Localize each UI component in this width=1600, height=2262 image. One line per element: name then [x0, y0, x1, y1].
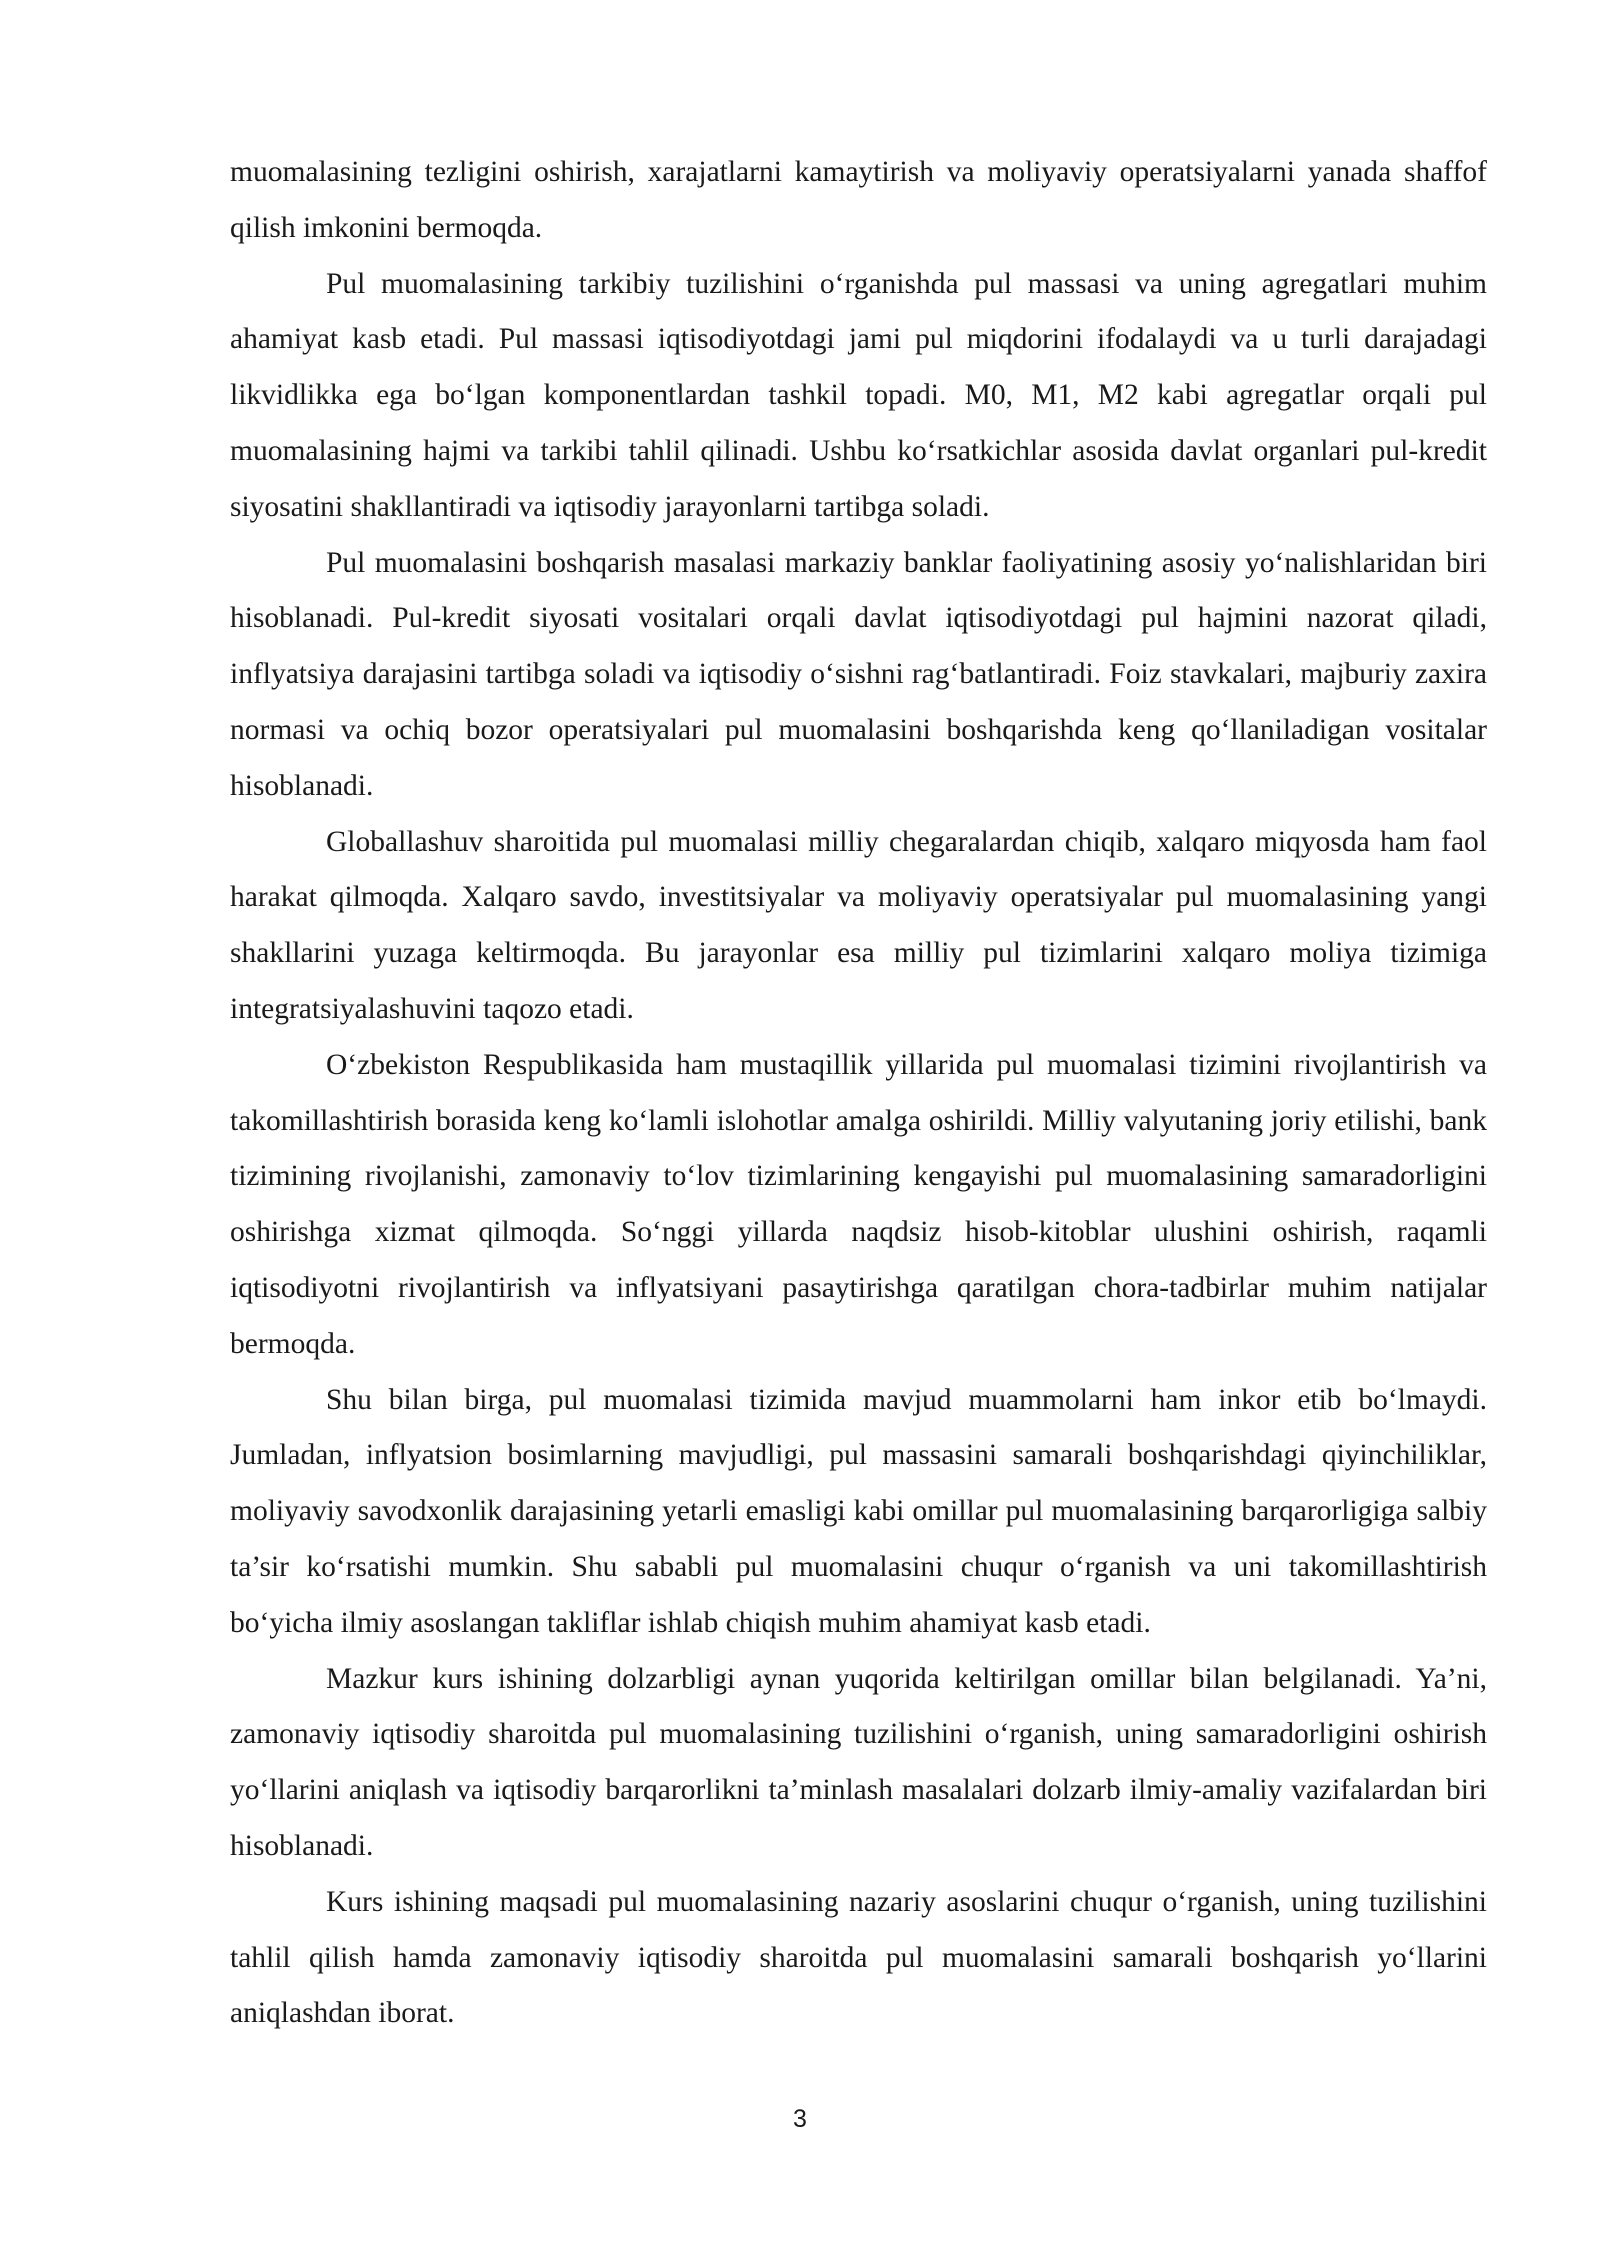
paragraph-money-mass: Pul muomalasining tarkibiy tuzilishini o‘rganishda pul massasi va uning agregatlari muhim ahamiyat kasb etadi. Pul massasi iqtisodiyotdagi jami pul miqdorini ifodalaydi va u turli darajadagi likvidlikka ega bo‘lgan komponentlardan tashkil topadi. M0, M1, M2 kabi agregatlar orqali pul muomalasining hajmi va tarkibi tahlil qilinadi. Ushbu ko‘rsatkichlar asosida davlat organlari pul-kredit siyosatini shakllantiradi va iqtisodiy jarayonlarni tartibga soladi. [230, 267, 1487, 523]
paragraph-globalization: Globallashuv sharoitida pul muomalasi milliy chegaralardan chiqib, xalqaro miqyosda ham faol harakat qilmoqda. Xalqaro savdo, investitsiyalar va moliyaviy operatsiyalar pul muomalasining yangi shakllarini yuzaga keltirmoqda. Bu jarayonlar esa milliy pul tizimlarini xalqaro moliya tizimiga integratsiyalashuvini taqozo etadi. [230, 825, 1487, 1025]
paragraph-relevance: Mazkur kurs ishining dolzarbligi aynan yuqorida keltirilgan omillar bilan belgilanadi. Ya’ni, zamonaviy iqtisodiy sharoitda pul muomalasining tuzilishini o‘rganish, uning samaradorligini oshirish yo‘llarini aniqlash va iqtisodiy barqarorlikni ta’minlash masalalari dolzarb ilmiy-amaliy vazifalardan biri hisoblanadi. [230, 1662, 1487, 1862]
page-number: 3 [793, 2105, 807, 2133]
paragraph-problems: Shu bilan birga, pul muomalasi tizimida mavjud muammolarni ham inkor etib bo‘lmaydi. Jumladan, inflyatsion bosimlarning mavjudligi, pul massasini samarali boshqarishdagi qiyinchiliklar, moliyaviy savodxonlik darajasining yetarli emasligi kabi omillar pul muomalasining barqarorligiga salbiy ta’sir ko‘rsatishi mumkin. Shu sababli pul muomalasini chuqur o‘rganish va uni takomillashtirish bo‘yicha ilmiy asoslangan takliflar ishlab chiqish muhim ahamiyat kasb etadi. [230, 1383, 1487, 1639]
paragraph-continuation: muomalasining tezligini oshirish, xarajatlarni kamaytirish va moliyaviy operatsiyalarni yanada shaffof qilish imkonini bermoqda. [230, 156, 1487, 244]
paragraph-uzbekistan-reforms: O‘zbekiston Respublikasida ham mustaqillik yillarida pul muomalasi tizimini rivojlantirish va takomillashtirish borasida keng ko‘lamli islohotlar amalga oshirildi. Milliy valyutaning joriy etilishi, bank tizimining rivojlanishi, zamonaviy to‘lov tizimlarining kengayishi pul muomalasining samaradorligini oshirishga xizmat qilmoqda. So‘nggi yillarda naqdsiz hisob-kitoblar ulushini oshirish, raqamli iqtisodiyotni rivojlantirish va inflyatsiyani pasaytirishga qaratilgan chora-tadbirlar muhim natijalar bermoqda. [230, 1048, 1487, 1360]
paragraph-central-bank: Pul muomalasini boshqarish masalasi markaziy banklar faoliyatining asosiy yo‘nalishlaridan biri hisoblanadi. Pul-kredit siyosati vositalari orqali davlat iqtisodiyotdagi pul hajmini nazorat qiladi, inflyatsiya darajasini tartibga soladi va iqtisodiy o‘sishni rag‘batlantiradi. Foiz stavkalari, majburiy zaxira normasi va ochiq bozor operatsiyalari pul muomalasini boshqarishda keng qo‘llaniladigan vositalar hisoblanadi. [230, 546, 1487, 802]
paragraph-goal: Kurs ishining maqsadi pul muomalasining nazariy asoslarini chuqur o‘rganish, uning tuzilishini tahlil qilish hamda zamonaviy iqtisodiy sharoitda pul muomalasini samarali boshqarish yo‘llarini aniqlashdan iborat. [230, 1885, 1487, 2030]
document-body [230, 145, 1487, 2042]
